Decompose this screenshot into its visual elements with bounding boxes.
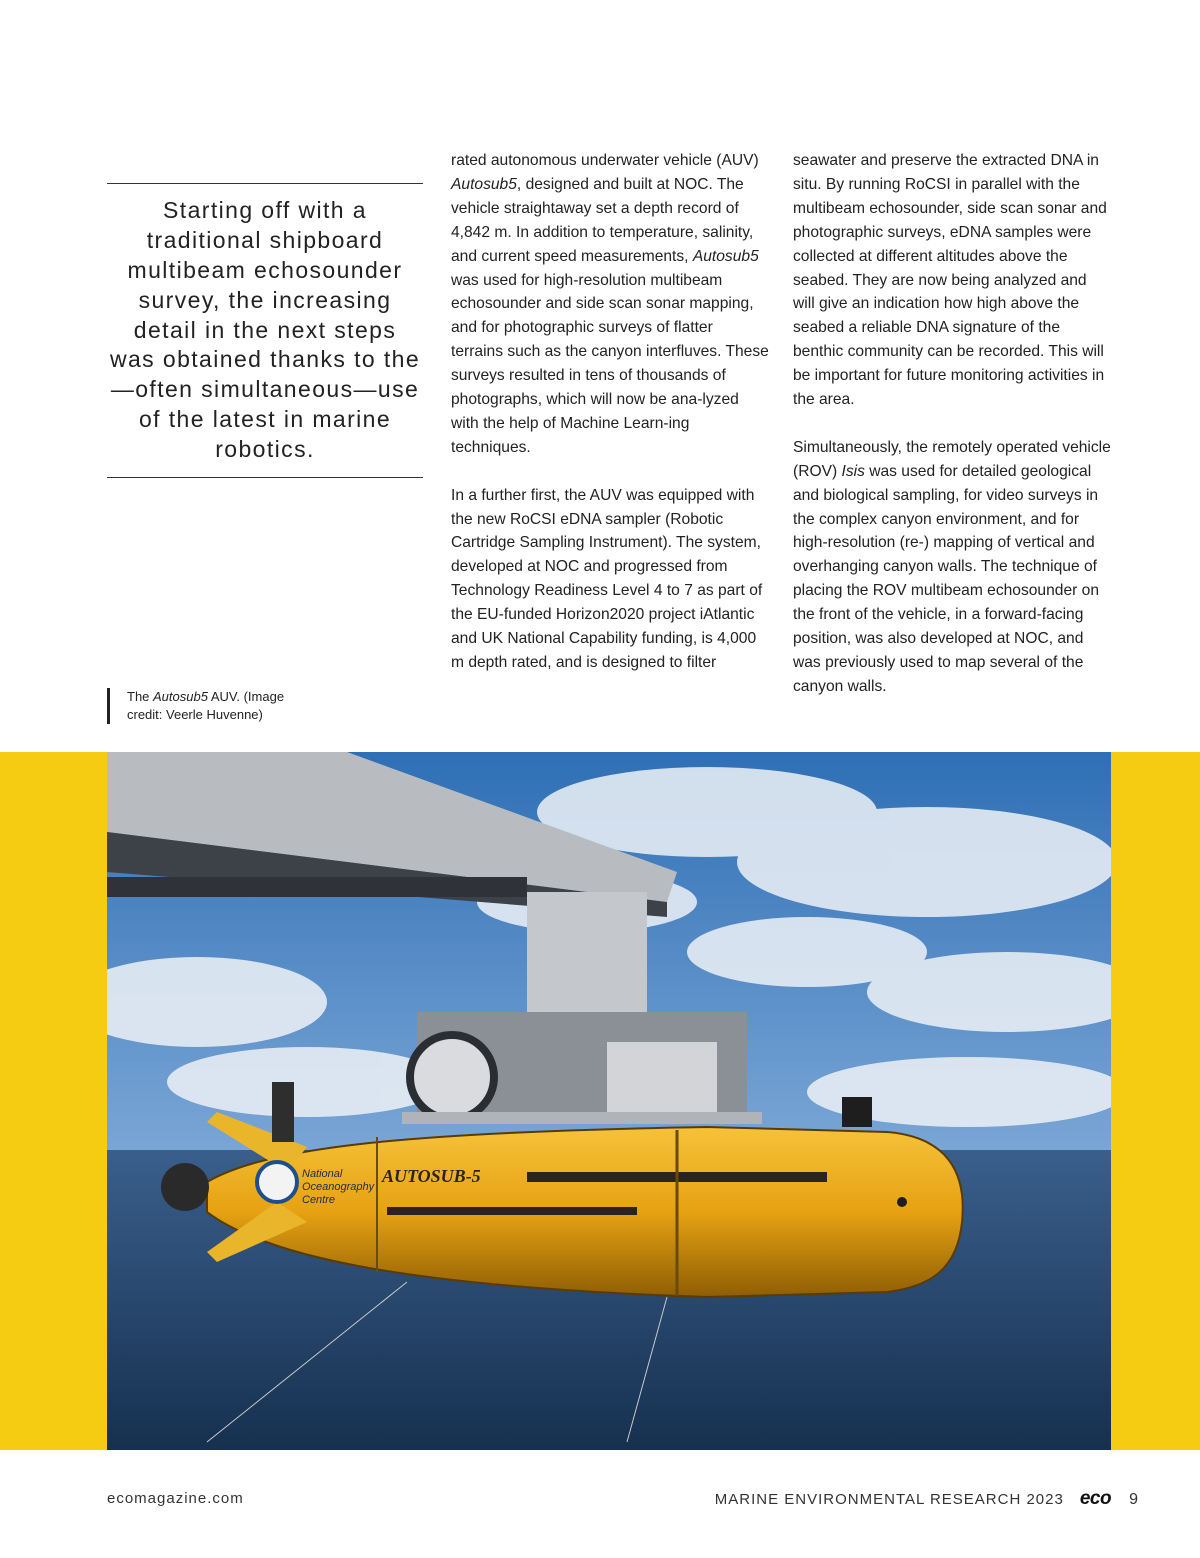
col1-paragraph-1: rated autonomous underwater vehicle (AUV) Autosub5, designed and built at NOC. The vehicle straightaway set a depth record of 4,842 m. In addition to temperature, salinity, and current speed measurements, Autosub5 was used for high-resolution multibeam echosounder and side scan sonar mapping, and for photographic surveys of flatter terrains such as the canyon interfluves. These surveys resulted in tens of thousands of photographs, which will now be ana-lyzed with the help of Machine Learn-ing techniques. bbox=[451, 152, 769, 456]
text-column-1 bbox=[451, 149, 769, 675]
footer-magazine-issue: MARINE ENVIRONMENTAL RESEARCH 2023 bbox=[714, 1491, 1064, 1508]
footer-right bbox=[715, 1488, 1138, 1510]
footer-site-url[interactable]: ecomagazine.com bbox=[107, 1490, 244, 1507]
col2-paragraph-2: Simultaneously, the remotely operated vehicle (ROV) Isis was used for detailed geological and biological sampling, for video surveys in the complex canyon environment, and for high-resolution (re-) mapping of vertical and overhanging canyon walls. The technique of placing the ROV multibeam echosounder on the front of the vehicle, in a forward-facing position, was also developed at NOC, and was previously used to map several of the canyon walls. bbox=[793, 438, 1111, 695]
pull-quote-text: Starting off with a traditional shipboard multibeam echosounder survey, the increasing detail in the next steps was obtained thanks to the—often simultaneous—use of the latest in marine robotics. bbox=[109, 197, 421, 462]
caption-prefix: The bbox=[127, 689, 154, 704]
text-column-2 bbox=[793, 149, 1111, 699]
col2-paragraph-1: seawater and preserve the extracted DNA in situ. By running RoCSI in parallel with the multibeam echosounder, side scan sonar and photographic surveys, eDNA samples were collected at different altitudes above the seabed. They are now being analyzed and will give an indication how high above the seabed a reliable DNA signature of the benthic community can be recorded. This will be important for future monitoring activities in the area. bbox=[793, 152, 1107, 409]
pull-quote bbox=[107, 183, 423, 478]
noc-logo-text: National bbox=[302, 1168, 343, 1180]
photo-caption bbox=[107, 688, 317, 724]
page-number: 9 bbox=[1129, 1491, 1138, 1508]
noc-logo-text-2: Oceanography bbox=[302, 1181, 375, 1193]
autosub5-photo bbox=[107, 752, 1111, 1450]
col1-paragraph-2: In a further first, the AUV was equipped with the new RoCSI eDNA sampler (Robotic Cartridge Sampling Instrument). The system, developed at NOC and progressed from Technology Readiness Level 4 to 7 as part of the EU-funded Horizon2020 project iAtlantic and UK National Capability funding, is 4,000 m depth rated, and is designed to filter bbox=[451, 486, 763, 672]
eco-logo: eco bbox=[1079, 1488, 1112, 1509]
noc-logo-text-3: Centre bbox=[302, 1194, 336, 1206]
caption-vehicle-name: Autosub5 bbox=[153, 689, 208, 704]
autosub-hull-label: AUTOSUB-5 bbox=[382, 1166, 481, 1186]
caption-suffix: AUV. (Image credit: Veerle Huvenne) bbox=[127, 689, 285, 722]
